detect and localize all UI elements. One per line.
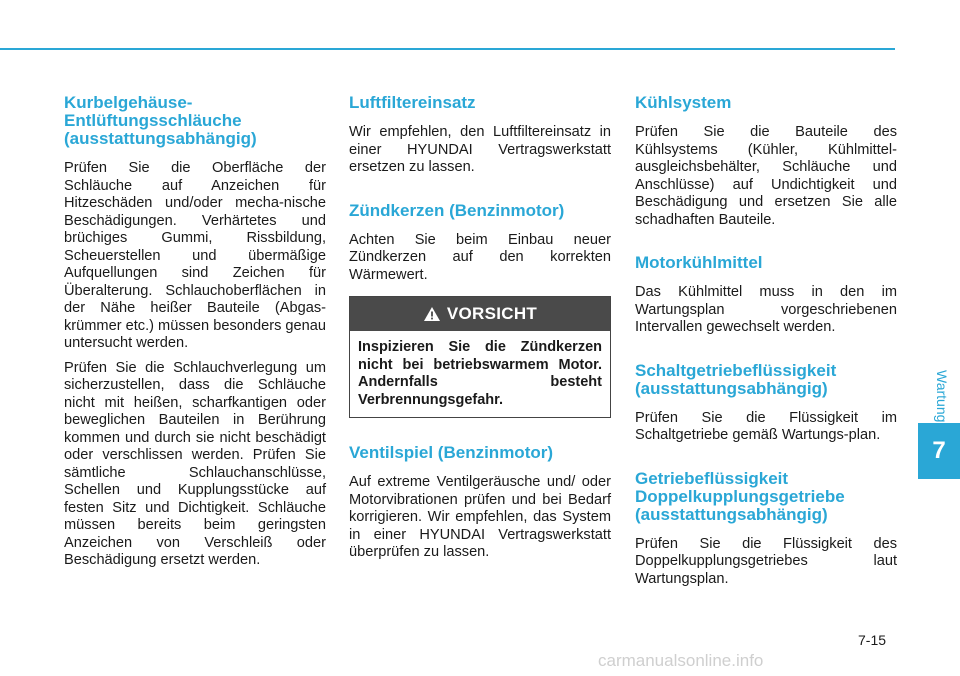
top-rule (0, 48, 895, 50)
heading-cooling-system: Kühlsystem (635, 93, 732, 112)
heading-air-filter: Luftfiltereinsatz (349, 93, 476, 112)
paragraph-manual-transmission-fluid: Prüfen Sie die Flüssigkeit im Schaltgetriebe gemäß Wartungs-plan. (635, 409, 897, 443)
spacer (349, 418, 611, 444)
paragraph-air-filter: Wir empfehlen, den Luftfiltereinsatz in einer HYUNDAI Vertragswerkstatt ersetzen zu lassen. (349, 124, 611, 175)
heading-valve-clearance: Ventilspiel (Benzinmotor) (349, 443, 554, 462)
warning-icon (423, 306, 441, 322)
column-3 (635, 94, 897, 595)
chapter-number: 7 (932, 437, 946, 464)
paragraph-valve-clearance: Auf extreme Ventilgeräusche und/ oder Motorvibrationen prüfen und bei Bedarf korrigieren. Wir empfehlen, das System in einer HYUNDAI Vertragswerkstatt überprüfen zu lassen. (349, 474, 611, 560)
paragraph-engine-coolant: Das Kühlmittel muss in den im Wartungsplan vorgeschriebenen Intervallen gewechselt werden. (635, 284, 897, 335)
caution-box (349, 296, 611, 418)
heading-engine-coolant: Motorkühlmittel (635, 253, 763, 272)
spacer (349, 184, 611, 202)
paragraph-cooling-system: Prüfen Sie die Bauteile des Kühlsystems (Kühler, Kühlmittel-ausgleichsbehälter, Schläuche und Anschlüsse) auf Undichtigkeit und Beschädigung und ersetzen Sie alle schadhaften Bauteile. (635, 124, 897, 228)
paragraph-hose-inspection: Prüfen Sie die Oberfläche der Schläuche auf Anzeichen für Hitzeschäden und/oder mecha-nische Beschädigungen. Verhärtetes und brüchiges Gummi, Rissbildung, Scheuerstellen und übermäßige Aufquellungen sind Zeichen für Überalterung. Schlauchoberflächen in der Nähe heißer Bauteile (Abgas-krümmer etc.) müssen besonders genau untersucht werden. (64, 160, 326, 351)
section-label: Wartung (934, 370, 950, 423)
caution-title: VORSICHT (446, 304, 538, 323)
chapter-tab (918, 423, 960, 479)
paragraph-hose-routing: Prüfen Sie die Schlauchverlegung um sicherzustellen, dass die Schläuche nicht mit heißen, scharfkantigen oder beweglichen Bauteilen in Berührung kommen und durch sie nicht beschädigt oder verschlissen werden. Prüfen Sie sämtliche Schlauchanschlüsse, Schellen und Kupplungsstücke auf festen Sitz und Dichtigkeit. Schläuche müssen bereits beim geringsten Anzeichen von Verschleiß oder Beschädigung ersetzt werden. (64, 359, 326, 568)
watermark: carmanualsonline.info (598, 651, 764, 670)
caution-text: Inspizieren Sie die Zündkerzen nicht bei betriebswarmem Motor. Andernfalls besteht Verbrennungsgefahr. (358, 339, 602, 408)
spacer (635, 452, 897, 470)
spacer (635, 236, 897, 254)
heading-crankcase-ventilation: Kurbelgehäuse- Entlüftungsschläuche (ausstattungsabhängig) (64, 93, 257, 148)
spacer (635, 344, 897, 362)
caution-header (350, 297, 610, 331)
heading-dct-fluid: Getriebeflüssigkeit Doppelkupplungsgetriebe (ausstattungsabhängig) (635, 468, 845, 524)
heading-manual-transmission-fluid: Schaltgetriebeflüssigkeit (ausstattungsabhängig) (635, 360, 837, 398)
paragraph-spark-plugs: Achten Sie beim Einbau neuer Zündkerzen auf den korrekten Wärmewert. (349, 231, 611, 283)
column-1 (64, 94, 326, 577)
column-2 (349, 94, 611, 569)
page-number: 7-15 (858, 632, 887, 648)
paragraph-dct-fluid: Prüfen Sie die Flüssigkeit des Doppelkupplungsgetriebes laut Wartungsplan. (635, 535, 897, 587)
heading-spark-plugs: Zündkerzen (Benzinmotor) (349, 200, 565, 220)
